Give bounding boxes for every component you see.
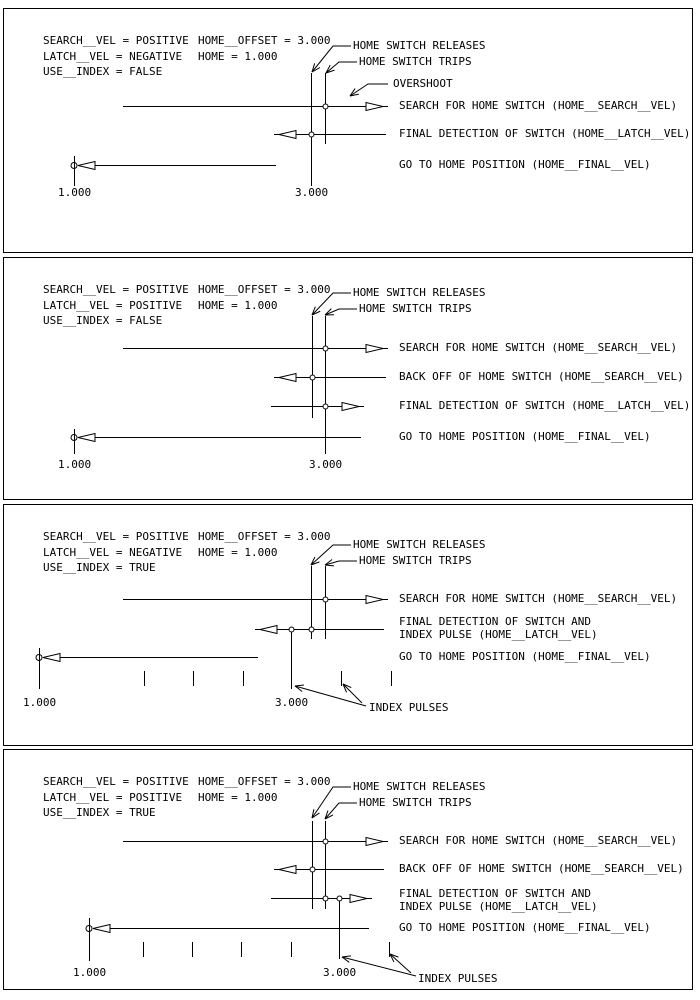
direction-arrow-left [260, 626, 277, 634]
param-latch-vel: LATCH__VEL = NEGATIVE [43, 545, 183, 559]
axis-label-home: 1.000 [58, 186, 92, 199]
param-use-index: USE__INDEX = TRUE [43, 806, 156, 819]
param-use-index: USE__INDEX = TRUE [43, 561, 156, 574]
position-marker [289, 627, 294, 632]
callout-home-switch-releases: HOME SWITCH RELEASES [353, 538, 486, 551]
direction-arrow-right [342, 403, 359, 411]
direction-arrow-right [366, 838, 383, 846]
position-marker [310, 867, 315, 872]
param-row [43, 64, 330, 80]
position-marker [323, 839, 328, 844]
callout-home-switch-trips: HOME SWITCH TRIPS [359, 554, 472, 567]
position-marker [337, 896, 342, 901]
param-row [43, 49, 330, 65]
panel-search-neg-latch-noindex [3, 8, 693, 253]
direction-arrow-left [279, 131, 296, 139]
step-label-search: SEARCH FOR HOME SWITCH (HOME__SEARCH__VEL) [399, 99, 678, 112]
param-home-offset: HOME__OFFSET = 3.000 [198, 283, 331, 296]
param-home-offset: HOME__OFFSET = 3.000 [198, 530, 331, 543]
param-home: HOME = 1.000 [198, 49, 278, 63]
param-block [43, 774, 330, 821]
step-label-search: SEARCH FOR HOME SWITCH (HOME__SEARCH__VEL) [399, 834, 678, 847]
index-pulse-arrow-head [295, 685, 304, 686]
direction-arrow-left [93, 925, 110, 933]
direction-arrow-right [350, 895, 367, 903]
direction-arrow-left [279, 374, 296, 382]
param-search-vel: SEARCH__VEL = POSITIVE [43, 775, 189, 788]
position-marker [323, 346, 328, 351]
param-use-index: USE__INDEX = FALSE [43, 314, 163, 327]
index-pulse-arrow-head [342, 956, 351, 957]
param-home-offset: HOME__OFFSET = 3.000 [198, 34, 331, 47]
param-use-index: USE__INDEX = FALSE [43, 65, 163, 78]
param-row [43, 774, 330, 790]
param-search-vel: SEARCH__VEL = POSITIVE [43, 283, 189, 296]
callout-leader [350, 84, 388, 96]
param-row [43, 805, 330, 821]
param-block [43, 529, 330, 576]
param-latch-vel: LATCH__VEL = NEGATIVE [43, 49, 183, 63]
callout-home-switch-releases: HOME SWITCH RELEASES [353, 39, 486, 52]
callout-overshoot: OVERSHOOT [393, 77, 453, 90]
direction-arrow-left [78, 434, 95, 442]
position-marker [309, 627, 314, 632]
param-row [43, 529, 330, 545]
direction-arrow-left [43, 654, 60, 662]
direction-arrow-left [279, 866, 296, 874]
position-marker [310, 375, 315, 380]
param-row [43, 298, 330, 314]
param-search-vel: SEARCH__VEL = POSITIVE [43, 530, 189, 543]
step-label-final-detection: FINAL DETECTION OF SWITCH (HOME__LATCH__VEL) [399, 399, 691, 412]
axis-label-home: 1.000 [23, 696, 57, 709]
param-block [43, 33, 330, 80]
panel-search-neg-latch-index [3, 504, 693, 746]
position-marker [309, 132, 314, 137]
param-row [43, 545, 330, 561]
axis-label-home-offset: 3.000 [275, 696, 309, 709]
direction-arrow-left [78, 162, 95, 170]
panel-search-pos-latch-noindex [3, 257, 693, 500]
step-label-go-home: GO TO HOME POSITION (HOME__FINAL__VEL) [399, 158, 651, 171]
direction-arrow-right [366, 103, 383, 111]
param-row [43, 33, 330, 49]
callout-home-switch-releases: HOME SWITCH RELEASES [353, 286, 486, 299]
index-pulses-label: INDEX PULSES [418, 972, 498, 985]
step-label-back-off: BACK OFF OF HOME SWITCH (HOME__SEARCH__VEL) [399, 370, 684, 383]
step-label-go-home: GO TO HOME POSITION (HOME__FINAL__VEL) [399, 430, 651, 443]
callout-home-switch-releases: HOME SWITCH RELEASES [353, 780, 486, 793]
param-latch-vel: LATCH__VEL = POSITIVE [43, 790, 183, 804]
step-label-back-off: BACK OFF OF HOME SWITCH (HOME__SEARCH__VEL) [399, 862, 684, 875]
callout-home-switch-trips: HOME SWITCH TRIPS [359, 55, 472, 68]
axis-label-home-offset: 3.000 [323, 966, 357, 979]
step-label-final-detection-index: FINAL DETECTION OF SWITCH AND INDEX PULSE (HOME__LATCH__VEL) [399, 887, 598, 913]
position-marker [323, 597, 328, 602]
param-latch-vel: LATCH__VEL = POSITIVE [43, 298, 183, 312]
param-home: HOME = 1.000 [198, 790, 278, 804]
param-home: HOME = 1.000 [198, 545, 278, 559]
param-row [43, 560, 330, 576]
step-label-final-detection-index: FINAL DETECTION OF SWITCH AND INDEX PULSE (HOME__LATCH__VEL) [399, 615, 598, 641]
param-row [43, 790, 330, 806]
axis-label-home: 1.000 [73, 966, 107, 979]
axis-label-home-offset: 3.000 [309, 458, 343, 471]
param-row [43, 282, 330, 298]
index-pulses-label: INDEX PULSES [369, 701, 449, 714]
direction-arrow-right [366, 345, 383, 353]
callout-home-switch-trips: HOME SWITCH TRIPS [359, 796, 472, 809]
param-search-vel: SEARCH__VEL = POSITIVE [43, 34, 189, 47]
param-block [43, 282, 330, 329]
param-row [43, 313, 330, 329]
position-marker [323, 104, 328, 109]
position-marker [323, 896, 328, 901]
step-label-final-detection: FINAL DETECTION OF SWITCH (HOME__LATCH__VEL) [399, 127, 691, 140]
panel-search-pos-latch-index [3, 749, 693, 990]
callout-home-switch-trips: HOME SWITCH TRIPS [359, 302, 472, 315]
axis-label-home-offset: 3.000 [295, 186, 329, 199]
step-label-go-home: GO TO HOME POSITION (HOME__FINAL__VEL) [399, 650, 651, 663]
step-label-search: SEARCH FOR HOME SWITCH (HOME__SEARCH__VEL) [399, 341, 678, 354]
step-label-go-home: GO TO HOME POSITION (HOME__FINAL__VEL) [399, 921, 651, 934]
direction-arrow-right [366, 596, 383, 604]
axis-label-home: 1.000 [58, 458, 92, 471]
param-home-offset: HOME__OFFSET = 3.000 [198, 775, 331, 788]
param-home: HOME = 1.000 [198, 298, 278, 312]
step-label-search: SEARCH FOR HOME SWITCH (HOME__SEARCH__VEL) [399, 592, 678, 605]
position-marker [323, 404, 328, 409]
